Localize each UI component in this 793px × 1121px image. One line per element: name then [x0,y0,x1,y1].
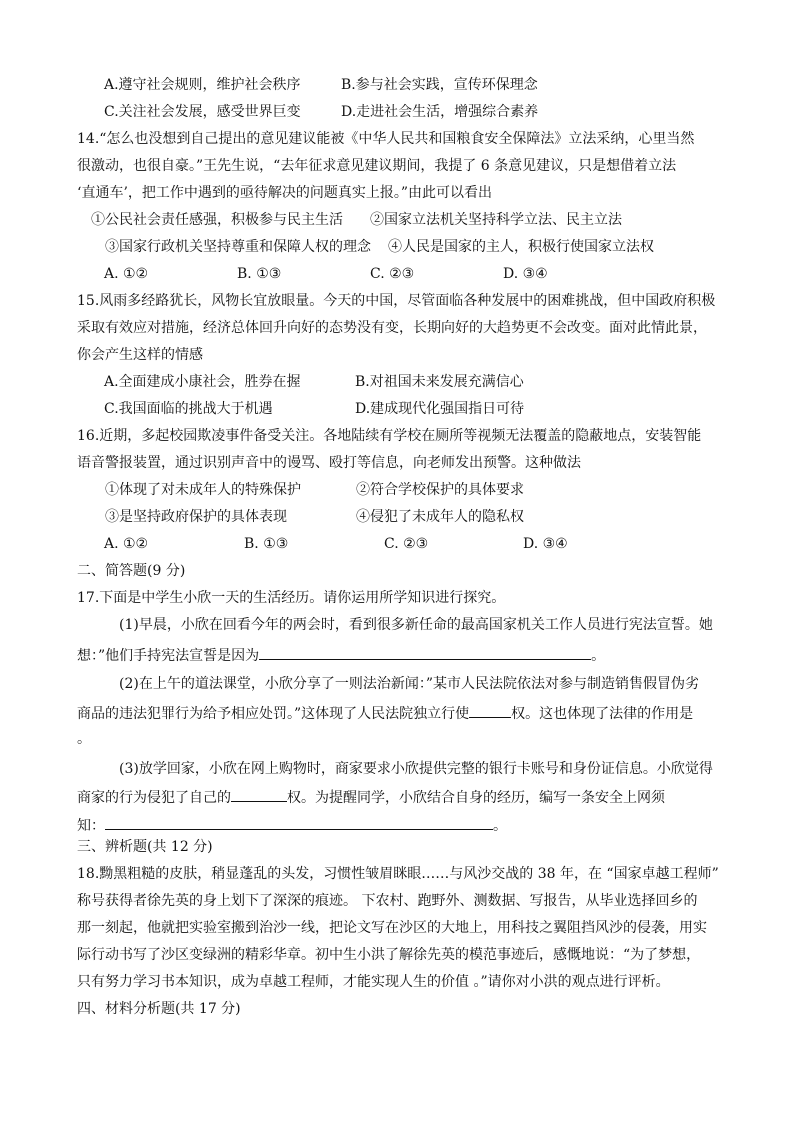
q14-stem-line-1: 14.“怎么也没想到自己提出的意见建议能被《中华人民共和国粮食安全保障法》立法采纳，心里当然 [77,131,695,147]
q13-option-b: B.参与社会实践，宣传环保理念 [341,77,538,93]
section-3-heading: 三、辨析题(共 12 分) [77,839,213,855]
q14-item-3: ③国家行政机关坚持尊重和保障人权的理念 [105,239,371,255]
q15-option-d: D.建成现代化强国指日可待 [355,401,525,417]
q17-part-3-end: 。 [493,818,507,834]
q18-line-5: 只有努力学习书本知识，成为卓越工程师，才能实现人生的价值 。”请你对小洪的观点进行评析。 [77,974,670,990]
q17-part-3-text-b: 权。为提醒同学，小欣结合自身的经历，编写一条安全上网须 [287,790,665,806]
q13-option-a: A.遵守社会规则，维护社会秩序 [104,77,301,93]
q16-option-b: B. ①③ [244,536,289,552]
q17-part-3-answer-blank-1[interactable] [231,787,287,802]
section-2-heading: 二、简答题(9 分) [77,563,186,579]
q18-line-2: 称号获得者徐先英的身上划下了深深的痕迹。 下农村、跑野外、测数据、写报告，从毕业选择回乡的 [77,893,698,909]
q17-part-1-line-2 [77,645,605,665]
q17-part-3-text-c: 知： [77,818,105,834]
q16-item-4: ④侵犯了未成年人的隐私权 [356,509,524,525]
q15-option-a: A.全面建成小康社会，胜券在握 [104,374,301,390]
q17-part-3-line-2 [77,787,665,807]
q17-part-3-line-3 [77,815,507,835]
q16-item-3: ③是坚持政府保护的具体表现 [105,509,287,525]
q14-option-a: A. ①② [104,266,149,282]
q18-line-1: 18.黝黑粗糙的皮肤，稍显蓬乱的头发，习惯性皱眉眯眼……与风沙交战的 38 年，在 “国家卓越工程师” [77,866,719,882]
q15-option-b: B.对祖国未来发展充满信心 [355,374,524,390]
q17-part-3-text-a: 商家的行为侵犯了自己的 [77,790,231,806]
q17-part-1-line-1: (1)早晨，小欣在回看今年的两会时，看到很多新任命的最高国家机关工作人员进行宪法宣誓。她 [119,617,713,633]
q16-option-a: A. ①② [104,536,149,552]
q16-stem-line-1: 16.近期，多起校园欺凌事件备受关注。各地陆续有学校在厕所等视频无法覆盖的隐蔽地点，安装智能 [77,428,702,444]
q17-part-2-text-a: 商品的违法犯罪行为给予相应处罚。”这体现了人民法院独立行使 [77,706,470,722]
q15-stem-line-1: 15.风雨多经路犹长，风物长宜放眼量。今天的中国，尽管面临各种发展中的困难挑战，但中国政府积极 [77,293,716,309]
q17-part-1-answer-blank[interactable] [259,645,591,660]
q17-part-2-line-3: 。 [77,731,91,747]
q16-stem-line-2: 语音警报装置，通过识别声音中的谩骂、殴打等信息，向老师发出预警。这种做法 [77,455,581,471]
q18-line-4: 际行动书写了沙区变绿洲的精彩华章。初中生小洪了解徐先英的模范事迹后，感慨地说：“为了梦想， [77,947,701,963]
q17-part-2-line-2 [77,703,693,723]
q17-part-2-answer-blank[interactable] [469,703,511,718]
section-4-heading: 四、材料分析题(共 17 分) [77,1001,241,1017]
q14-stem-line-2: 很激动，也很自豪。”王先生说，“去年征求意见建议期间，我提了 6 条意见建议，只是想借着立法 [77,158,677,174]
q13-option-c: C.关注社会发展，感受世界巨变 [104,104,301,120]
q17-part-3-line-1: (3)放学回家，小欣在网上购物时，商家要求小欣提供完整的银行卡账号和身份证信息。小欣觉得 [119,761,713,777]
q14-option-c: C. ②③ [370,266,415,282]
q17-stem: 17.下面是中学生小欣一天的生活经历。请你运用所学知识进行探究。 [77,590,506,606]
q15-option-c: C.我国面临的挑战大于机遇 [104,401,273,417]
q16-item-1: ①体现了对未成年人的特殊保护 [105,482,301,498]
q13-option-d: D.走进社会生活，增强综合素养 [341,104,539,120]
q16-item-2: ②符合学校保护的具体要求 [356,482,524,498]
q14-option-b: B. ①③ [237,266,282,282]
q16-option-d: D. ③④ [523,536,568,552]
q16-option-c: C. ②③ [384,536,429,552]
q15-stem-line-2: 采取有效应对措施，经济总体回升向好的态势没有变，长期向好的大趋势更不会改变。面对此情此景， [77,320,707,336]
q17-part-1-text: 想：”他们手持宪法宣誓是因为 [77,648,260,664]
q14-option-d: D. ③④ [503,266,548,282]
q14-item-2: ②国家立法机关坚持科学立法、民主立法 [370,212,622,228]
q14-item-1: ①公民社会责任感强，积极参与民主生活 [91,212,343,228]
q18-line-3: 那一刻起，他就把实验室搬到治沙一线，把论文写在沙区的大地上，用科技之翼阻挡风沙的侵袭，用实 [77,920,707,936]
q17-part-1-end: 。 [591,648,606,664]
q17-part-3-answer-blank-2[interactable] [105,815,493,830]
q14-stem-line-3: ‘直通车’，把工作中遇到的亟待解决的问题真实上报。”由此可以看出 [77,185,493,201]
q17-part-2-line-1: (2)在上午的道法课堂，小欣分享了一则法治新闻：”某市人民法院依法对参与制造销售假冒伪劣 [119,676,699,692]
q14-item-4: ④人民是国家的主人，积极行使国家立法权 [388,239,654,255]
q15-stem-line-3: 你会产生这样的情感 [77,347,203,363]
q17-part-2-text-b: 权。这也体现了法律的作用是 [511,706,694,722]
